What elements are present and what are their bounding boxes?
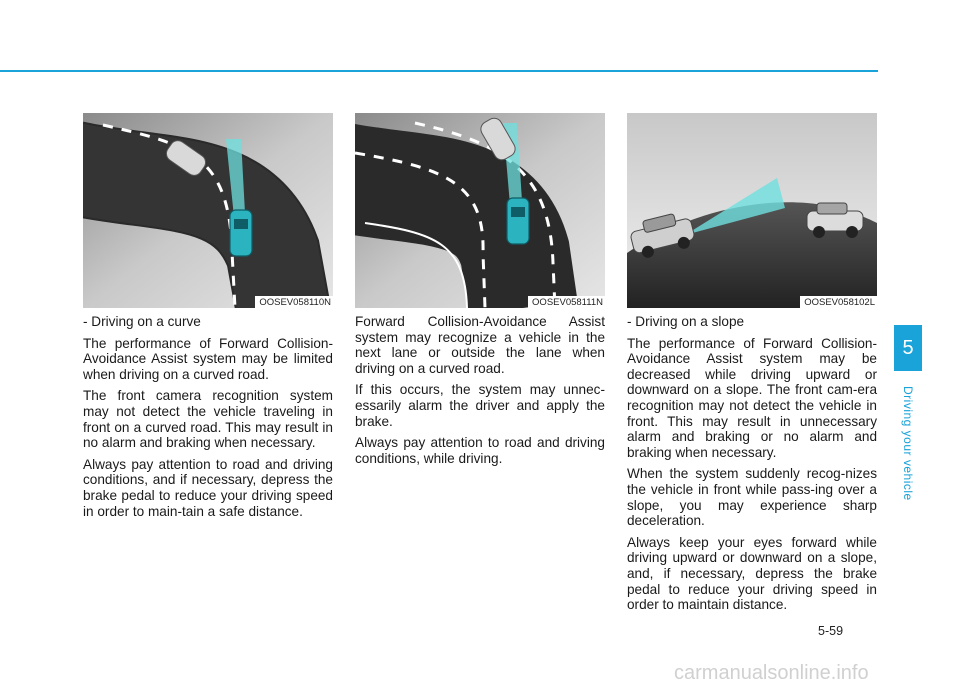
curve-road-illustration: [83, 113, 333, 308]
header-rule: [0, 70, 878, 72]
paragraph: If this occurs, the system may unnec-essarily alarm the driver and apply the brake.: [355, 382, 605, 429]
page-number: 5-59: [818, 624, 844, 638]
adjacent-lane-illustration: [355, 113, 605, 308]
paragraph: Always keep your eyes forward while driving upward or downward on a slope, and, if necessary, depress the brake pedal to reduce your driving speed in order to maintain distance.: [627, 534, 877, 613]
paragraph: When the system suddenly recog-nizes the vehicle in front while pass-ing over a slope, you may experience sharp deceleration.: [627, 466, 877, 529]
paragraph: The performance of Forward Collision-Avoidance Assist system may be limited when driving on a curved road.: [83, 335, 333, 382]
text-column-1: [83, 314, 333, 525]
figure-code: OOSEV058110N: [255, 296, 333, 308]
text-column-2: [355, 314, 605, 472]
paragraph: - Driving on a curve: [83, 314, 201, 329]
paragraph: Always pay attention to road and driving conditions, while driving.: [355, 435, 605, 466]
figure-slope: [627, 113, 877, 308]
figure-curve-adjacent-lane: [355, 113, 605, 308]
paragraph: - Driving on a slope: [627, 314, 745, 329]
figure-curve-road: [83, 113, 333, 308]
figure-code: OOSEV058111N: [528, 296, 605, 308]
chapter-number-tab: 5: [894, 325, 922, 371]
paragraph: Always pay attention to road and driving conditions, and if necessary, depress the brake pedal to reduce your driving speed in order to main-tain a safe distance.: [83, 456, 333, 519]
chapter-title: Driving your vehicle: [901, 385, 915, 501]
figure-code: OOSEV058102L: [800, 296, 877, 308]
text-column-3: [627, 314, 877, 619]
paragraph: The front camera recognition system may not detect the vehicle traveling in front on a curved road. This may result in no alarm and braking when necessary.: [83, 388, 333, 451]
slope-illustration: [627, 113, 877, 308]
chapter-side-title: [894, 378, 922, 508]
footer-watermark: carmanualsonline.info: [674, 662, 869, 684]
paragraph: The performance of Forward Collision-Avoidance Assist system may be decreased while driving upward or downward on a slope. The front cam-era recognition may not detect the vehicle in front. This may result in unnecessary alarm and braking or no alarm and braking when necessary.: [627, 335, 877, 460]
paragraph: Forward Collision-Avoidance Assist system may recognize a vehicle in the next lane or outside the lane when driving on a curved road.: [355, 314, 605, 376]
